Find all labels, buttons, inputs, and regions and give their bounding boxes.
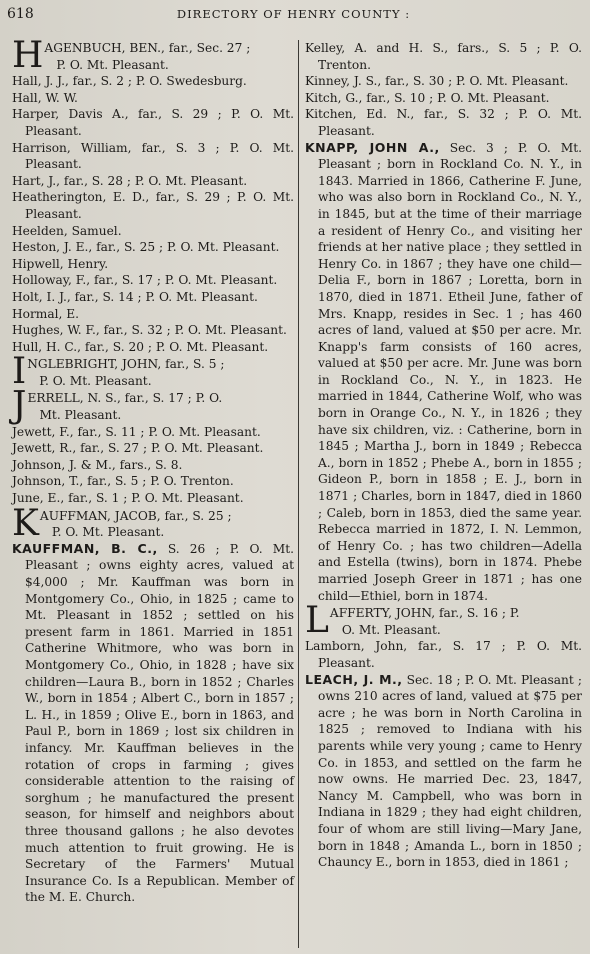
drop-cap-i: I [12, 351, 27, 393]
entry-lafferty [305, 600, 582, 642]
directory-entry: Holloway, F., far., S. 17 ; P. O. Mt. Pleasant. [12, 273, 278, 288]
biography-text: Sec. 3 ; P. O. Mt. Pleasant ; born in Rockland Co. N. Y., in 1843. Married in 1866, Catherine F. June, who was also born in Rockland Co., N. Y., in 1845, but at the time of their marriage a resident of Henry Co., and visiting her friends at her native place ; they settled in Henry Co. in 1867 ; they have one child—Delia F., born in 1867 ; Loretta, born in 1870, died in 1871. Etheil June, father of Mrs. Knapp, resides in Sec. 1 ; has 460 acres of land, valued at $50 per acre. Mr. Knapp's farm consists of 160 acres, valued at $50 per acre. Mr. June was born in Rockland Co., N. Y., in 1823. He married in 1844, Catherine Wolf, who was born in Orange Co., N. Y., in 1826 ; they have six children, viz. : Catherine, born in 1845 ; Martha J., born in 1849 ; Rebecca A., born in 1852 ; Phebe A., born in 1855 ; Gideon P., born in 1858 ; E. J., born in 1871 ; Charles, born in 1847, died in 1860 ; Caleb, born in 1853, died the same year. Rebecca married in 1872, I. N. Lemmon, of Henry Co. ; has two children—Adella and Estella (twins), born in 1874. Phebe married Joseph Greer in 1871 ; has one child—Ethiel, born in 1874. [318, 140, 583, 603]
biography-text: Sec. 18 ; P. O. Mt. Pleasant ; owns 210 acres of land, valued at $75 per acre ; he was born in North Carolina in 1825 ; removed to Indiana with his parents while very young ; came to Henry Co. in 1853, and settled on the farm he now owns. He married Dec. 23, 1847, Nancy M. Campbell, who was born in Indiana in 1829 ; they had eight children, four of whom are still living—Mary Jane, born in 1848 ; Amanda L., born in 1850 ; Chauncy E., born in 1853, died in 1861 ; [318, 672, 582, 870]
directory-entry: Harper, Davis A., far., S. 29 ; P. O. Mt. Pleasant. [12, 107, 294, 138]
page-header [7, 6, 580, 28]
entry-jerrell-line1: ERRELL, N. S., far., S. 17 ; P. O. [27, 391, 223, 406]
entry-kauffman-jacob [12, 502, 294, 544]
directory-entry: Hall, W. W. [12, 90, 78, 105]
entry-hagenbuch-line1: AGENBUCH, BEN., far., Sec. 27 ; [44, 41, 251, 55]
running-head: DIRECTORY OF HENRY COUNTY : [176, 7, 411, 21]
biography-knapp [305, 140, 582, 605]
entry-jerrell [12, 385, 294, 427]
directory-entry: Kelley, A. and H. S., fars., S. 5 ; P. O. Trenton. [305, 41, 582, 72]
directory-entry: Hart, J., far., S. 28 ; P. O. Mt. Pleasant. [12, 173, 248, 188]
biography-name: KNAPP, JOHN A., [305, 139, 440, 155]
directory-entry: Johnson, J. & M., fars., S. 8. [12, 457, 183, 472]
biography-text: S. 26 ; P. O. Mt. Pleasant ; owns eighty acres, valued at $4,000 ; Mr. Kauffman was born in Montgomery Co., Ohio, in 1825 ; came to Mt. Pleasant in 1852 ; settled on his present farm in 1861. Married in 1851 Catherine Whitmore, who was born in Montgomery Co., Ohio, in 1828 ; have six children—Laura B., born in 1852 ; Charles W., born in 1854 ; Albert C., born in 1857 ; L. H., in 1859 ; Olive E., born in 1863, and Paul P., born in 1869 ; lost six children in infancy. Mr. Kauffman believes in the rotation of crops in farming ; gives considerable attention to the raising of sorghum ; he manufactured the present season, for himself and neighbors about three thousand gallons ; he also devotes much attention to fruit growing. He is Secretary of the Farmers' Mutual Insurance Co. Is a Republican. Member of the M. E. Church. [25, 541, 294, 905]
entry-inglebright-line1: NGLEBRIGHT, JOHN, far., S. 5 ; [27, 357, 225, 372]
directory-entry: Hormal, E. [12, 306, 80, 321]
biography-name: LEACH, J. M., [305, 671, 403, 687]
entry-kauffman-jacob-line2: P. O. Mt. Pleasant. [51, 525, 165, 540]
drop-cap-l: L [305, 600, 329, 642]
directory-entry: Johnson, T., far., S. 5 ; P. O. Trenton. [12, 474, 234, 489]
directory-entry: Hipwell, Henry. [12, 256, 109, 271]
drop-cap-h: H [12, 35, 44, 76]
entry-inglebright-line2: P. O. Mt. Pleasant. [39, 373, 152, 388]
directory-entry: Heston, J. E., far., S. 25 ; P. O. Mt. Pleasant. [12, 240, 280, 255]
page-number: 618 [7, 6, 34, 22]
directory-entry: Hall, J. J., far., S. 2 ; P. O. Swedesburg. [12, 74, 247, 89]
biography-name: KAUFFMAN, B. C., [12, 540, 158, 556]
directory-entry: Heelden, Samuel. [12, 223, 122, 238]
entry-hagenbuch [12, 35, 294, 76]
directory-entry: Holt, I. J., far., S. 14 ; P. O. Mt. Pleasant. [12, 289, 258, 304]
directory-entry: Jewett, R., far., S. 27 ; P. O. Mt. Pleasant. [12, 441, 264, 456]
entry-inglebright [12, 351, 294, 393]
directory-entry: June, E., far., S. 1 ; P. O. Mt. Pleasant. [12, 491, 244, 506]
directory-entry: Lamborn, John, far., S. 17 ; P. O. Mt. Pleasant. [305, 639, 582, 670]
directory-entry: Kitch, G., far., S. 10 ; P. O. Mt. Pleasant. [305, 90, 550, 105]
directory-entry: Kinney, J. S., far., S. 30 ; P. O. Mt. Pleasant. [305, 74, 569, 89]
directory-entry: Harrison, William, far., S. 3 ; P. O. Mt. Pleasant. [12, 140, 294, 172]
entry-kauffman-jacob-line1: AUFFMAN, JACOB, far., S. 25 ; [39, 508, 232, 523]
entry-lafferty-line2: O. Mt. Pleasant. [341, 622, 441, 637]
directory-entry: Kitchen, Ed. N., far., S. 32 ; P. O. Mt. Pleasant. [305, 107, 582, 138]
drop-cap-k: K [12, 502, 39, 544]
column-rule [298, 40, 299, 948]
entry-hagenbuch-line2: P. O. Mt. Pleasant. [56, 57, 169, 72]
drop-cap-j: J [12, 385, 27, 427]
directory-entry: Hughes, W. F., far., S. 32 ; P. O. Mt. Pleasant. [12, 323, 287, 338]
left-column [12, 35, 294, 906]
entry-lafferty-line1: AFFERTY, JOHN, far., S. 16 ; P. [329, 606, 520, 621]
directory-entry: Jewett, F., far., S. 11 ; P. O. Mt. Pleasant. [12, 424, 261, 439]
directory-entry: Hull, H. C., far., S. 20 ; P. O. Mt. Pleasant. [12, 339, 269, 354]
entry-jerrell-line2: Mt. Pleasant. [39, 408, 122, 423]
directory-entry: Heatherington, E. D., far., S. 29 ; P. O. Mt. Pleasant. [12, 190, 294, 221]
biography-kauffman-bc [12, 541, 294, 906]
right-column [305, 40, 582, 871]
biography-leach [305, 672, 582, 871]
